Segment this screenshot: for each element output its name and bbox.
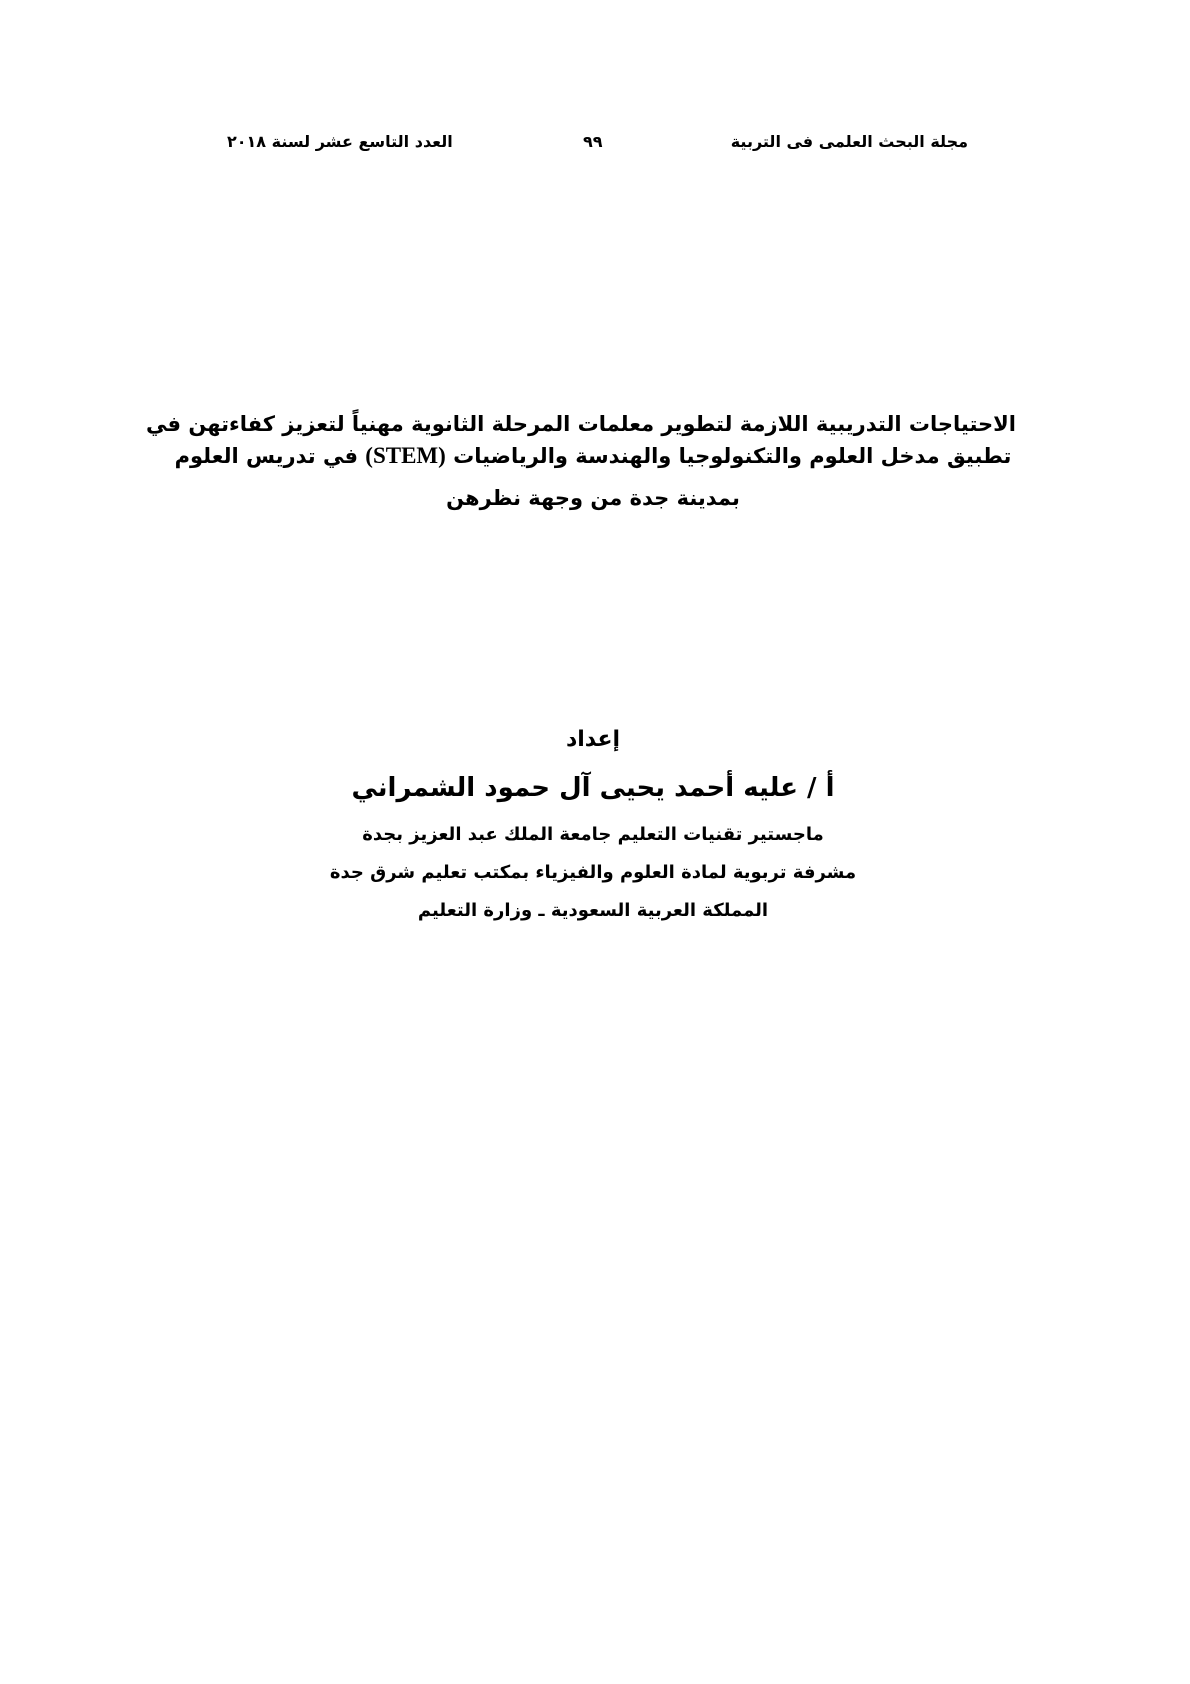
author-position: مشرفة تربوية لمادة العلوم والفيزياء بمكتب تعليم شرق جدة (329, 862, 857, 883)
author-affiliation: المملكة العربية السعودية ـ وزارة التعليم (417, 900, 769, 921)
title-line-3: بمدينة جدة من وجهة نظرهن (446, 486, 740, 510)
page-number: ٩٩ (583, 132, 603, 151)
title-line-1: الاحتياجات التدريبية اللازمة لتطوير معلمات المرحلة الثانوية مهنياً لتعزيز كفاءتهن في (146, 412, 1016, 436)
prepared-by-label: إعداد (565, 727, 621, 752)
author-name: أ / عليه أحمد يحيى آل حمود الشمراني (351, 773, 835, 803)
title-line-2-end: في تدريس العلوم (174, 444, 358, 468)
issue-info: العدد التاسع عشر لسنة ٢٠١٨ (227, 132, 453, 151)
title-line-2 (170, 440, 1016, 472)
journal-name: مجلة البحث العلمى فى التربية (730, 132, 968, 151)
author-section (170, 720, 1016, 930)
title-line-2-start: تطبيق مدخل العلوم والتكنولوجيا والهندسة والرياضيات (453, 444, 1012, 468)
research-title (146, 408, 1016, 514)
author-degree: ماجستير تقنيات التعليم جامعة الملك عبد العزيز بجدة (362, 824, 824, 845)
page-header (0, 132, 1190, 162)
stem-term: (STEM) (365, 443, 446, 468)
